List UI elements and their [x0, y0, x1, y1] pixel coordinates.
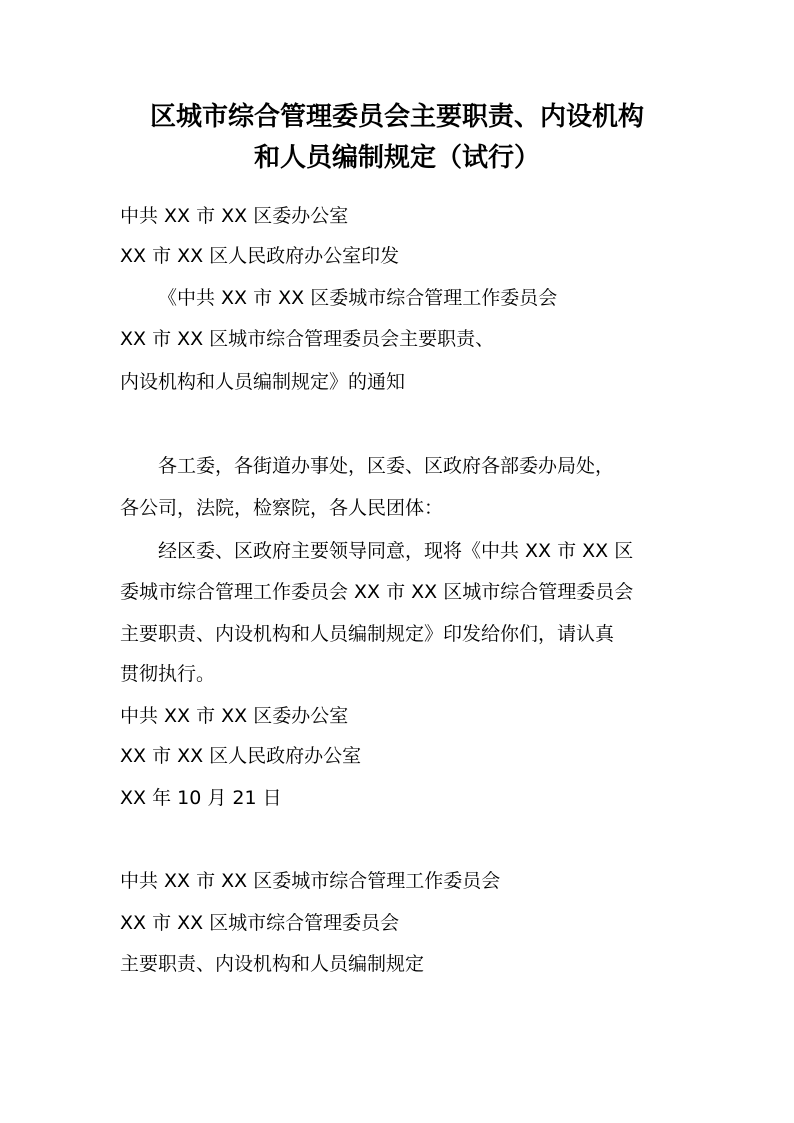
notice-title-line-1: 《中共 XX 市 XX 区委城市综合管理工作委员会: [158, 287, 558, 309]
body-line-4: 贯彻执行。: [120, 663, 216, 685]
notice-title-line-2: XX 市 XX 区城市综合管理委员会主要职责、: [120, 328, 495, 350]
body-line-1: 经区委、区政府主要领导同意，现将《中共 XX 市 XX 区: [158, 540, 634, 562]
issuer-line-2: XX 市 XX 区人民政府办公室印发: [120, 245, 400, 267]
body-line-3: 主要职责、内设机构和人员编制规定》印发给你们，请认真: [120, 623, 615, 645]
document-title-line-2: 和人员编制规定（试行）: [253, 143, 540, 173]
body-line-2: 委城市综合管理工作委员会 XX 市 XX 区城市综合管理委员会: [120, 581, 634, 603]
signature-line-1: 中共 XX 市 XX 区委办公室: [120, 705, 349, 727]
notice-title-line-3: 内设机构和人员编制规定》的通知: [120, 371, 406, 393]
addressee-line-1: 各工委，各街道办事处，区委、区政府各部委办局处，: [158, 455, 615, 477]
section-title-line-2: XX 市 XX 区城市综合管理委员会: [120, 912, 400, 934]
signature-line-2: XX 市 XX 区人民政府办公室: [120, 745, 362, 767]
section-title-line-1: 中共 XX 市 XX 区委城市综合管理工作委员会: [120, 870, 501, 892]
document-title-line-1: 区城市综合管理委员会主要职责、内设机构: [149, 102, 644, 132]
section-title-line-3: 主要职责、内设机构和人员编制规定: [120, 953, 425, 975]
issuer-line-1: 中共 XX 市 XX 区委办公室: [120, 205, 349, 227]
date-line: XX 年 10 月 21 日: [120, 787, 282, 809]
addressee-line-2: 各公司，法院，检察院，各人民团体：: [120, 497, 444, 519]
